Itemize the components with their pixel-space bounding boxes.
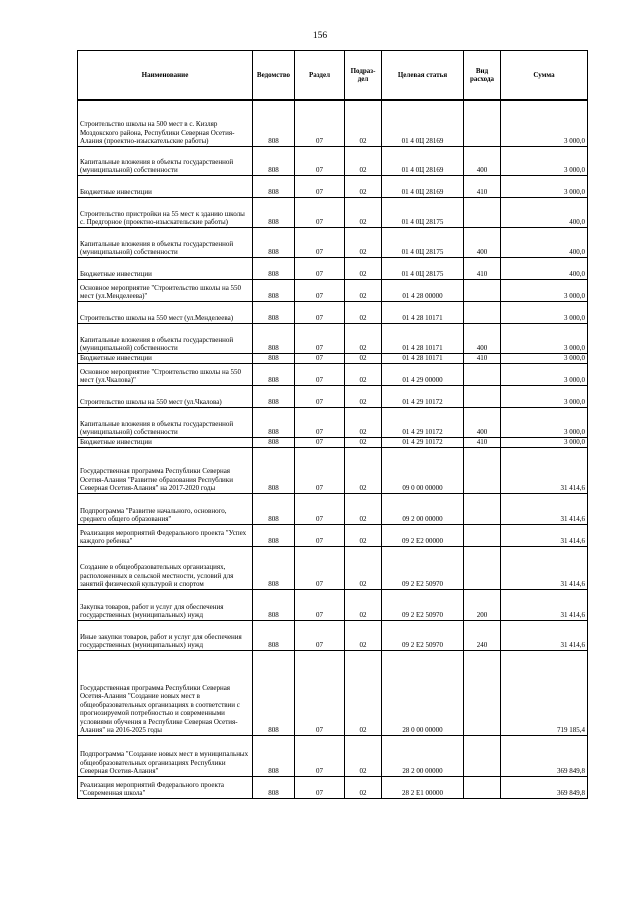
cell-department: 808 [253, 385, 295, 407]
cell-name: Закупка товаров, работ и услуг для обеспечения государственных (муниципальных) нужд [78, 589, 253, 620]
cell-section: 07 [295, 363, 345, 385]
cell-name: Создание в общеобразовательных организациях, расположенных в сельской местности, условий для занятий физической культурой и спортом [78, 546, 253, 589]
cell-subsection: 02 [345, 175, 382, 197]
cell-subsection: 02 [345, 620, 382, 650]
cell-section: 07 [295, 227, 345, 257]
cell-name: Бюджетные инвестиции [78, 437, 253, 447]
cell-section: 07 [295, 146, 345, 175]
cell-department: 808 [253, 323, 295, 353]
cell-target: 01 4 0Ц 28175 [382, 257, 464, 279]
cell-department: 808 [253, 100, 295, 146]
table-row [78, 100, 588, 146]
cell-amount: 3 000,0 [501, 353, 588, 363]
cell-name: Основное мероприятие "Строительство школы на 550 мест (ул.Менделеева)" [78, 279, 253, 301]
table-row [78, 175, 588, 197]
cell-expense-type: 240 [464, 620, 501, 650]
cell-section: 07 [295, 353, 345, 363]
cell-expense-type [464, 100, 501, 146]
table-row [78, 279, 588, 301]
cell-name: Бюджетные инвестиции [78, 175, 253, 197]
cell-department: 808 [253, 407, 295, 437]
cell-target: 28 0 00 00000 [382, 650, 464, 735]
cell-amount: 31 414,6 [501, 546, 588, 589]
cell-name: Реализация мероприятий Федерального проекта "Успех каждого ребенка" [78, 524, 253, 546]
cell-target: 01 4 0Ц 28175 [382, 197, 464, 227]
cell-amount: 3 000,0 [501, 385, 588, 407]
cell-section: 07 [295, 589, 345, 620]
cell-name: Основное мероприятие "Строительство школы на 550 мест (ул.Чкалова)" [78, 363, 253, 385]
cell-amount: 31 414,6 [501, 620, 588, 650]
table-row [78, 385, 588, 407]
cell-expense-type [464, 385, 501, 407]
cell-amount: 3 000,0 [501, 146, 588, 175]
table-header [78, 51, 588, 101]
cell-amount: 3 000,0 [501, 437, 588, 447]
cell-expense-type [464, 279, 501, 301]
header-subsection: Подраз-дел [345, 51, 382, 101]
cell-section: 07 [295, 546, 345, 589]
cell-section: 07 [295, 175, 345, 197]
cell-expense-type [464, 301, 501, 323]
cell-target: 01 4 28 10171 [382, 353, 464, 363]
table-row [78, 257, 588, 279]
cell-amount: 31 414,6 [501, 589, 588, 620]
table-row [78, 323, 588, 353]
cell-amount: 719 185,4 [501, 650, 588, 735]
cell-section: 07 [295, 650, 345, 735]
cell-name: Бюджетные инвестиции [78, 257, 253, 279]
cell-subsection: 02 [345, 437, 382, 447]
cell-department: 808 [253, 650, 295, 735]
cell-section: 07 [295, 323, 345, 353]
table-row [78, 197, 588, 227]
cell-subsection: 02 [345, 447, 382, 493]
cell-subsection: 02 [345, 257, 382, 279]
table-row [78, 363, 588, 385]
cell-department: 808 [253, 175, 295, 197]
cell-expense-type: 410 [464, 437, 501, 447]
cell-expense-type: 400 [464, 146, 501, 175]
cell-expense-type [464, 363, 501, 385]
cell-amount: 3 000,0 [501, 363, 588, 385]
cell-target: 01 4 29 10172 [382, 407, 464, 437]
cell-section: 07 [295, 301, 345, 323]
table-row [78, 776, 588, 798]
cell-target: 09 2 00 00000 [382, 493, 464, 524]
table-row [78, 589, 588, 620]
cell-section: 07 [295, 447, 345, 493]
cell-expense-type: 400 [464, 407, 501, 437]
cell-amount: 369 849,8 [501, 776, 588, 798]
cell-amount: 3 000,0 [501, 407, 588, 437]
cell-subsection: 02 [345, 385, 382, 407]
cell-expense-type [464, 493, 501, 524]
cell-expense-type: 410 [464, 175, 501, 197]
cell-target: 01 4 0Ц 28169 [382, 146, 464, 175]
cell-section: 07 [295, 279, 345, 301]
cell-target: 09 2 Е2 50970 [382, 546, 464, 589]
cell-target: 09 2 Е2 50970 [382, 620, 464, 650]
cell-name: Иные закупки товаров, работ и услуг для обеспечения государственных (муниципальных) нужд [78, 620, 253, 650]
cell-name: Строительство школы на 550 мест (ул.Чкалова) [78, 385, 253, 407]
cell-target: 09 2 Е2 50970 [382, 589, 464, 620]
table-row [78, 524, 588, 546]
cell-expense-type [464, 735, 501, 776]
cell-amount: 400,0 [501, 257, 588, 279]
cell-name: Подпрограмма "Развитие начального, основного, среднего общего образования" [78, 493, 253, 524]
cell-expense-type [464, 447, 501, 493]
cell-expense-type: 400 [464, 227, 501, 257]
cell-amount: 400,0 [501, 197, 588, 227]
table-row [78, 546, 588, 589]
cell-department: 808 [253, 227, 295, 257]
cell-section: 07 [295, 407, 345, 437]
cell-section: 07 [295, 437, 345, 447]
cell-amount: 3 000,0 [501, 323, 588, 353]
table-row [78, 301, 588, 323]
cell-department: 808 [253, 279, 295, 301]
cell-subsection: 02 [345, 650, 382, 735]
cell-section: 07 [295, 620, 345, 650]
cell-amount: 3 000,0 [501, 100, 588, 146]
cell-subsection: 02 [345, 493, 382, 524]
cell-subsection: 02 [345, 301, 382, 323]
cell-expense-type [464, 197, 501, 227]
cell-amount: 31 414,6 [501, 524, 588, 546]
table-row [78, 650, 588, 735]
cell-subsection: 02 [345, 279, 382, 301]
cell-subsection: 02 [345, 197, 382, 227]
header-department: Ведомство [253, 51, 295, 101]
cell-name: Подпрограмма "Создание новых мест в муниципальных общеобразовательных организациях Республики Северная Осетия-Алания" [78, 735, 253, 776]
cell-department: 808 [253, 620, 295, 650]
cell-expense-type: 410 [464, 257, 501, 279]
cell-subsection: 02 [345, 735, 382, 776]
cell-section: 07 [295, 385, 345, 407]
cell-expense-type: 410 [464, 353, 501, 363]
cell-name: Государственная программа Республики Северная Осетия-Алания "Создание новых мест в общеобразовательных организациях в соответствии с прогнозируемой потребностью и современными условиями обучения в Республике Северная Осетия-Алания" на 2016-2025 годы [78, 650, 253, 735]
cell-amount: 400,0 [501, 227, 588, 257]
cell-section: 07 [295, 197, 345, 227]
cell-target: 09 0 00 00000 [382, 447, 464, 493]
header-expense-type: Вид расхода [464, 51, 501, 101]
cell-expense-type [464, 776, 501, 798]
cell-department: 808 [253, 589, 295, 620]
cell-subsection: 02 [345, 363, 382, 385]
cell-expense-type [464, 546, 501, 589]
cell-name: Государственная программа Республики Северная Осетия-Алания "Развитие образования Республики Северная Осетия-Алания" на 2017-2020 годы [78, 447, 253, 493]
cell-department: 808 [253, 146, 295, 175]
header-section: Раздел [295, 51, 345, 101]
cell-department: 808 [253, 353, 295, 363]
cell-department: 808 [253, 493, 295, 524]
cell-department: 808 [253, 546, 295, 589]
cell-subsection: 02 [345, 100, 382, 146]
cell-section: 07 [295, 776, 345, 798]
cell-name: Бюджетные инвестиции [78, 353, 253, 363]
cell-department: 808 [253, 447, 295, 493]
table-body [78, 100, 588, 798]
cell-subsection: 02 [345, 407, 382, 437]
table-row [78, 735, 588, 776]
table-row [78, 227, 588, 257]
cell-target: 28 2 00 00000 [382, 735, 464, 776]
cell-target: 01 4 29 10172 [382, 437, 464, 447]
cell-subsection: 02 [345, 353, 382, 363]
cell-target: 01 4 29 00000 [382, 363, 464, 385]
cell-name: Строительство школы на 550 мест (ул.Менделеева) [78, 301, 253, 323]
cell-subsection: 02 [345, 146, 382, 175]
cell-expense-type: 400 [464, 323, 501, 353]
cell-name: Капитальные вложения в объекты государственной (муниципальной) собственности [78, 227, 253, 257]
cell-name: Капитальные вложения в объекты государственной (муниципальной) собственности [78, 407, 253, 437]
cell-department: 808 [253, 363, 295, 385]
table-row [78, 493, 588, 524]
cell-department: 808 [253, 257, 295, 279]
cell-department: 808 [253, 735, 295, 776]
cell-target: 01 4 28 10171 [382, 323, 464, 353]
cell-subsection: 02 [345, 589, 382, 620]
table-row [78, 407, 588, 437]
cell-name: Капитальные вложения в объекты государственной (муниципальной) собственности [78, 146, 253, 175]
cell-section: 07 [295, 524, 345, 546]
cell-subsection: 02 [345, 323, 382, 353]
cell-target: 01 4 28 10171 [382, 301, 464, 323]
cell-amount: 3 000,0 [501, 175, 588, 197]
cell-expense-type: 200 [464, 589, 501, 620]
cell-department: 808 [253, 197, 295, 227]
cell-section: 07 [295, 493, 345, 524]
table-row [78, 353, 588, 363]
cell-name: Реализация мероприятий Федерального проекта "Современная школа" [78, 776, 253, 798]
cell-subsection: 02 [345, 546, 382, 589]
cell-name: Строительство школы на 500 мест в с. Кизляр Моздокского района, Республики Северная Осетия-Алания (проектно-изыскательские работы) [78, 100, 253, 146]
table-row [78, 437, 588, 447]
cell-subsection: 02 [345, 776, 382, 798]
cell-subsection: 02 [345, 524, 382, 546]
header-name: Наименование [78, 51, 253, 101]
cell-department: 808 [253, 437, 295, 447]
cell-section: 07 [295, 257, 345, 279]
cell-target: 01 4 0Ц 28169 [382, 175, 464, 197]
table-row [78, 620, 588, 650]
budget-table [77, 50, 588, 799]
cell-target: 28 2 Е1 00000 [382, 776, 464, 798]
cell-department: 808 [253, 524, 295, 546]
cell-amount: 3 000,0 [501, 279, 588, 301]
cell-target: 09 2 Е2 00000 [382, 524, 464, 546]
table-row [78, 146, 588, 175]
table-row [78, 447, 588, 493]
cell-section: 07 [295, 735, 345, 776]
cell-name: Строительство пристройки на 55 мест к зданию школы с. Предгорное (проектно-изыскательские работы) [78, 197, 253, 227]
cell-name: Капитальные вложения в объекты государственной (муниципальной) собственности [78, 323, 253, 353]
cell-target: 01 4 0Ц 28169 [382, 100, 464, 146]
cell-department: 808 [253, 776, 295, 798]
cell-target: 01 4 28 00000 [382, 279, 464, 301]
cell-target: 01 4 29 10172 [382, 385, 464, 407]
cell-department: 808 [253, 301, 295, 323]
header-amount: Сумма [501, 51, 588, 101]
cell-expense-type [464, 524, 501, 546]
header-target: Целевая статья [382, 51, 464, 101]
cell-amount: 31 414,6 [501, 447, 588, 493]
cell-expense-type [464, 650, 501, 735]
page-number: 156 [312, 31, 328, 41]
cell-subsection: 02 [345, 227, 382, 257]
cell-amount: 369 849,8 [501, 735, 588, 776]
cell-section: 07 [295, 100, 345, 146]
cell-target: 01 4 0Ц 28175 [382, 227, 464, 257]
cell-amount: 3 000,0 [501, 301, 588, 323]
cell-amount: 31 414,6 [501, 493, 588, 524]
